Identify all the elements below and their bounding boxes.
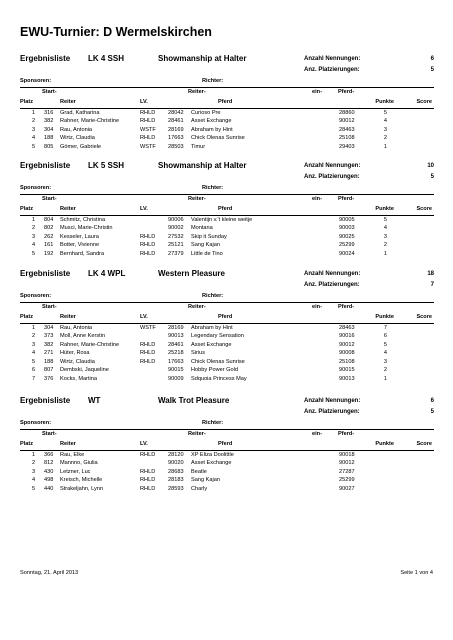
table-row [20, 376, 434, 385]
table-row [20, 126, 434, 135]
start-number-cell: 188 [44, 135, 54, 142]
punkte-cell: 5 [383, 341, 387, 348]
section-discipline: Showmanship at Halter [158, 54, 247, 63]
column-header-bottom [20, 205, 434, 216]
platz-cell: 1 [32, 451, 36, 458]
punkte-cell: 4 [383, 350, 387, 357]
pferd-cell: Montana [191, 225, 213, 232]
reiter-number-cell: 25121 [168, 242, 184, 249]
platz-cell: 4 [32, 135, 36, 142]
start-number-cell: 812 [44, 460, 54, 467]
column-header-top [20, 195, 434, 205]
col-punkte: Punkte [375, 206, 394, 212]
column-header-top [20, 88, 434, 98]
lv-cell: RHLD [140, 350, 156, 357]
punkte-cell: 3 [383, 126, 387, 133]
pferd-cell: Asset Exchange [191, 460, 232, 467]
reiter-number-cell: 17663 [168, 135, 184, 142]
richter-label: Richter: [202, 293, 224, 299]
table-row [20, 485, 434, 494]
start-number-cell: 430 [44, 468, 54, 475]
platz-cell: 2 [32, 460, 36, 467]
col-start: Start- [42, 89, 57, 95]
start-number-cell: 316 [44, 109, 54, 116]
start-number-cell: 807 [44, 367, 54, 374]
col-ein: ein- [312, 304, 322, 310]
page-title: EWU-Turnier: D Wermelskirchen [20, 25, 212, 39]
reiter-cell: Botter, Vivienne [60, 242, 100, 249]
col-lv: LV. [140, 441, 148, 447]
pferd-cell: Sang Kajan [191, 477, 220, 484]
section-label: Ergebnisliste [20, 54, 71, 63]
col-platz: Platz [20, 441, 34, 447]
punkte-cell: 3 [383, 358, 387, 365]
reiter-cell: Kocks, Martina [60, 376, 97, 383]
lv-cell: RHLD [140, 477, 156, 484]
table-row [20, 324, 434, 333]
reiter-cell: Rahner, Marie-Christine [60, 341, 120, 348]
col-score: Score [416, 206, 432, 212]
platz-cell: 1 [32, 109, 36, 116]
col-platz: Platz [20, 206, 34, 212]
col-pferd: Pferd [218, 99, 233, 105]
table-row [20, 250, 434, 259]
reiter-number-cell: 28683 [168, 468, 184, 475]
pferd-number-cell: 90018 [339, 451, 355, 458]
result-section [20, 267, 434, 384]
punkte-cell: 5 [383, 109, 387, 116]
reiter-cell: Gömer, Gabriele [60, 143, 102, 150]
footer-page: Seite 1 von 4 [400, 570, 433, 576]
platz-cell: 5 [32, 358, 36, 365]
platz-cell: 4 [32, 477, 36, 484]
start-number-cell: 440 [44, 485, 54, 492]
col-pferd-nr: Pferd- [338, 304, 355, 310]
col-reiter: Reiter [60, 206, 76, 212]
pferd-number-cell: 25299 [339, 242, 355, 249]
lv-cell: RHLD [140, 135, 156, 142]
placements-line [20, 281, 434, 292]
reiter-number-cell: 28503 [168, 143, 184, 150]
col-pferd: Pferd [218, 314, 233, 320]
start-number-cell: 376 [44, 376, 54, 383]
richter-label: Richter: [202, 185, 224, 191]
pferd-cell: Skip it Sunday [191, 233, 227, 240]
col-reiter: Reiter [60, 99, 76, 105]
section-discipline: Walk Trot Pleasure [158, 396, 230, 405]
start-number-cell: 498 [44, 477, 54, 484]
column-header-bottom [20, 98, 434, 109]
pferd-cell: Sirius [191, 350, 205, 357]
section-discipline: Western Pleasure [158, 269, 225, 278]
reiter-cell: Strakeljahn, Lynn [60, 485, 104, 492]
table-row [20, 341, 434, 350]
reiter-number-cell: 28593 [168, 485, 184, 492]
table-row [20, 477, 434, 486]
reiter-cell: Kreisch, Michelle [60, 477, 103, 484]
punkte-cell: 6 [383, 333, 387, 340]
sponsor-line [20, 419, 434, 430]
reiter-number-cell: 27532 [168, 233, 184, 240]
reiter-number-cell: 90013 [168, 333, 184, 340]
section-class: WT [88, 396, 101, 405]
footer-date: Sonntag, 21. April 2013 [20, 570, 79, 576]
section-header [20, 267, 434, 281]
platz-cell: 3 [32, 233, 36, 240]
reiter-number-cell: 28120 [168, 451, 184, 458]
reiter-cell: Rau, Elke [60, 451, 85, 458]
anz-platzierungen-value: 5 [430, 174, 434, 180]
lv-cell: RHLD [140, 250, 156, 257]
reiter-cell: Moll, Anne Kerstin [60, 333, 106, 340]
table-row [20, 468, 434, 477]
punkte-cell: 2 [383, 135, 387, 142]
reiter-cell: Rau, Antonia [60, 324, 93, 331]
reiter-cell: Dembski, Jaqueline [60, 367, 109, 374]
reiter-cell: Schmitz, Christina [60, 216, 106, 223]
reiter-cell: Rahner, Marie-Christine [60, 118, 120, 125]
section-class: LK 4 WPL [88, 269, 126, 278]
section-class: LK 5 SSH [88, 161, 125, 170]
anzahl-nennungen-label: Anzahl Nennungen: [304, 398, 361, 404]
col-punkte: Punkte [375, 99, 394, 105]
pferd-number-cell: 28860 [339, 109, 355, 116]
section-header [20, 52, 434, 66]
pferd-number-cell: 90024 [339, 250, 355, 257]
reiter-number-cell: 90009 [168, 376, 184, 383]
pferd-cell: Beatle [191, 468, 207, 475]
reiter-number-cell: 90006 [168, 216, 184, 223]
col-lv: LV. [140, 206, 148, 212]
result-section [20, 394, 434, 494]
start-number-cell: 271 [44, 350, 54, 357]
col-score: Score [416, 441, 432, 447]
column-header-bottom [20, 313, 434, 324]
lv-cell: RHLD [140, 485, 156, 492]
placements-line [20, 66, 434, 77]
col-reiter-nr: Reiter- [188, 304, 206, 310]
platz-cell: 4 [32, 350, 36, 357]
anz-platzierungen-value: 7 [430, 282, 434, 288]
table-row [20, 233, 434, 242]
col-ein: ein- [312, 431, 322, 437]
section-header [20, 394, 434, 408]
pferd-cell: Chick Olenas Sunrise [191, 135, 245, 142]
pferd-number-cell: 27287 [339, 468, 355, 475]
platz-cell: 2 [32, 225, 36, 232]
section-class: LK 4 SSH [88, 54, 125, 63]
sponsoren-label: Sponsoren: [20, 78, 52, 84]
reiter-cell: Mannno, Giulia [60, 460, 98, 467]
pferd-cell: Valentijn v.'t kleine weitje [191, 216, 253, 223]
start-number-cell: 802 [44, 225, 54, 232]
punkte-cell: 1 [383, 376, 387, 383]
table-row [20, 350, 434, 359]
table-row [20, 118, 434, 127]
table-row [20, 109, 434, 118]
platz-cell: 6 [32, 367, 36, 374]
col-pferd-nr: Pferd- [338, 431, 355, 437]
punkte-cell: 1 [383, 143, 387, 150]
col-lv: LV. [140, 99, 148, 105]
reiter-number-cell: 28169 [168, 324, 184, 331]
sponsoren-label: Sponsoren: [20, 420, 52, 426]
punkte-cell: 5 [383, 216, 387, 223]
anz-platzierungen-value: 5 [430, 409, 434, 415]
section-label: Ergebnisliste [20, 396, 71, 405]
lv-cell: RHLD [140, 358, 156, 365]
pferd-cell: Abraham by Hint [191, 324, 233, 331]
reiter-number-cell: 90020 [168, 460, 184, 467]
section-header [20, 159, 434, 173]
sponsor-line [20, 184, 434, 195]
reiter-cell: Rau, Antonia [60, 126, 93, 133]
punkte-cell: 1 [383, 250, 387, 257]
col-reiter-nr: Reiter- [188, 89, 206, 95]
lv-cell: WSTF [140, 324, 156, 331]
pferd-number-cell: 90012 [339, 341, 355, 348]
table-row [20, 451, 434, 460]
pferd-number-cell: 90015 [339, 367, 355, 374]
reiter-cell: Grad, Katharina [60, 109, 100, 116]
platz-cell: 3 [32, 341, 36, 348]
reiter-cell: Musci, Marie-Christin [60, 225, 113, 232]
col-platz: Platz [20, 314, 34, 320]
punkte-cell: 2 [383, 367, 387, 374]
platz-cell: 1 [32, 324, 36, 331]
platz-cell: 4 [32, 242, 36, 249]
platz-cell: 5 [32, 250, 36, 257]
column-header-top [20, 303, 434, 313]
pferd-number-cell: 90012 [339, 460, 355, 467]
reiter-number-cell: 90002 [168, 225, 184, 232]
column-header-top [20, 430, 434, 440]
col-reiter-nr: Reiter- [188, 196, 206, 202]
lv-cell: RHLD [140, 468, 156, 475]
section-discipline: Showmanship at Halter [158, 161, 247, 170]
col-start: Start- [42, 304, 57, 310]
pferd-number-cell: 90012 [339, 118, 355, 125]
table-row [20, 367, 434, 376]
reiter-cell: Wirtz, Claudia [60, 135, 95, 142]
start-number-cell: 192 [44, 250, 54, 257]
col-start: Start- [42, 431, 57, 437]
start-number-cell: 304 [44, 324, 54, 331]
reiter-number-cell: 28169 [168, 126, 184, 133]
platz-cell: 5 [32, 485, 36, 492]
pferd-number-cell: 90003 [339, 225, 355, 232]
lv-cell: RHLD [140, 341, 156, 348]
reiter-number-cell: 25218 [168, 350, 184, 357]
pferd-number-cell: 90027 [339, 485, 355, 492]
section-label: Ergebnisliste [20, 161, 71, 170]
col-reiter: Reiter [60, 441, 76, 447]
pferd-cell: Sdquoia Princess May [191, 376, 247, 383]
lv-cell: WSTF [140, 126, 156, 133]
pferd-cell: Little de Tino [191, 250, 223, 257]
sponsoren-label: Sponsoren: [20, 185, 52, 191]
reiter-cell: Letzner, Luc [60, 468, 91, 475]
col-punkte: Punkte [375, 441, 394, 447]
col-pferd: Pferd [218, 441, 233, 447]
pferd-cell: Legendary Sensation [191, 333, 244, 340]
platz-cell: 3 [32, 468, 36, 475]
lv-cell: WSTF [140, 143, 156, 150]
col-ein: ein- [312, 89, 322, 95]
anzahl-nennungen-value: 18 [427, 271, 434, 277]
reiter-number-cell: 28042 [168, 109, 184, 116]
anz-platzierungen-value: 5 [430, 67, 434, 73]
col-reiter-nr: Reiter- [188, 431, 206, 437]
platz-cell: 1 [32, 216, 36, 223]
start-number-cell: 373 [44, 333, 54, 340]
pferd-cell: Hobby Power Gold [191, 367, 238, 374]
col-pferd-nr: Pferd- [338, 89, 355, 95]
pferd-number-cell: 90013 [339, 376, 355, 383]
lv-cell: RHLD [140, 451, 156, 458]
punkte-cell: 2 [383, 242, 387, 249]
anzahl-nennungen-label: Anzahl Nennungen: [304, 163, 361, 169]
col-start: Start- [42, 196, 57, 202]
pferd-number-cell: 90025 [339, 233, 355, 240]
table-row [20, 135, 434, 144]
platz-cell: 5 [32, 143, 36, 150]
col-ein: ein- [312, 196, 322, 202]
column-header-bottom [20, 440, 434, 451]
pferd-cell: Charly [191, 485, 208, 492]
anzahl-nennungen-value: 6 [430, 56, 434, 62]
pferd-cell: Asset Exchange [191, 118, 232, 125]
start-number-cell: 161 [44, 242, 54, 249]
start-number-cell: 366 [44, 451, 54, 458]
pferd-number-cell: 90005 [339, 216, 355, 223]
placements-line [20, 173, 434, 184]
table-row [20, 358, 434, 367]
table-row [20, 143, 434, 152]
reiter-cell: Bernhard, Sandra [60, 250, 105, 257]
pferd-cell: Curioso Pre [191, 109, 221, 116]
pferd-cell: Asset Exchange [191, 341, 232, 348]
platz-cell: 2 [32, 118, 36, 125]
col-score: Score [416, 314, 432, 320]
pferd-number-cell: 29403 [339, 143, 355, 150]
start-number-cell: 304 [44, 126, 54, 133]
sponsoren-label: Sponsoren: [20, 293, 52, 299]
sponsor-line [20, 77, 434, 88]
reiter-number-cell: 28183 [168, 477, 184, 484]
pferd-number-cell: 25108 [339, 358, 355, 365]
pferd-cell: Sang Kajan [191, 242, 220, 249]
start-number-cell: 805 [44, 143, 54, 150]
reiter-cell: Hüter, Rosa [60, 350, 90, 357]
start-number-cell: 382 [44, 341, 54, 348]
col-reiter: Reiter [60, 314, 76, 320]
table-row [20, 225, 434, 234]
richter-label: Richter: [202, 78, 224, 84]
lv-cell: RHLD [140, 233, 156, 240]
section-label: Ergebnisliste [20, 269, 71, 278]
reiter-number-cell: 28461 [168, 118, 184, 125]
sponsor-line [20, 292, 434, 303]
reiter-number-cell: 90015 [168, 367, 184, 374]
anzahl-nennungen-value: 10 [427, 163, 434, 169]
reiter-number-cell: 17663 [168, 358, 184, 365]
anzahl-nennungen-value: 6 [430, 398, 434, 404]
lv-cell: RHLD [140, 242, 156, 249]
col-score: Score [416, 99, 432, 105]
pferd-number-cell: 25299 [339, 477, 355, 484]
pferd-cell: Timur [191, 143, 206, 150]
start-number-cell: 804 [44, 216, 54, 223]
platz-cell: 7 [32, 376, 36, 383]
anz-platzierungen-label: Anz. Platzierungen: [304, 174, 360, 180]
anzahl-nennungen-label: Anzahl Nennungen: [304, 56, 361, 62]
pferd-number-cell: 25108 [339, 135, 355, 142]
pferd-cell: XP Eliza Doolittle [191, 451, 234, 458]
reiter-cell: Wirtz, Claudia [60, 358, 95, 365]
pferd-number-cell: 90008 [339, 350, 355, 357]
col-pferd-nr: Pferd- [338, 196, 355, 202]
platz-cell: 3 [32, 126, 36, 133]
pferd-number-cell: 90016 [339, 333, 355, 340]
table-row [20, 460, 434, 469]
table-row [20, 333, 434, 342]
col-punkte: Punkte [375, 314, 394, 320]
anzahl-nennungen-label: Anzahl Nennungen: [304, 271, 361, 277]
start-number-cell: 188 [44, 358, 54, 365]
richter-label: Richter: [202, 420, 224, 426]
table-row [20, 216, 434, 225]
pferd-number-cell: 28463 [339, 324, 355, 331]
reiter-number-cell: 27379 [168, 250, 184, 257]
anz-platzierungen-label: Anz. Platzierungen: [304, 409, 360, 415]
result-section [20, 159, 434, 259]
lv-cell: RHLD [140, 118, 156, 125]
punkte-cell: 4 [383, 225, 387, 232]
col-lv: LV. [140, 314, 148, 320]
col-pferd: Pferd [218, 206, 233, 212]
anz-platzierungen-label: Anz. Platzierungen: [304, 282, 360, 288]
punkte-cell: 7 [383, 324, 387, 331]
placements-line [20, 408, 434, 419]
lv-cell: RHLD [140, 109, 156, 116]
pferd-cell: Chick Olenas Sunrise [191, 358, 245, 365]
pferd-cell: Abraham by Hint [191, 126, 233, 133]
punkte-cell: 4 [383, 118, 387, 125]
reiter-cell: Kesseler, Laura [60, 233, 99, 240]
col-platz: Platz [20, 99, 34, 105]
pferd-number-cell: 28463 [339, 126, 355, 133]
start-number-cell: 382 [44, 118, 54, 125]
anz-platzierungen-label: Anz. Platzierungen: [304, 67, 360, 73]
table-row [20, 242, 434, 251]
start-number-cell: 262 [44, 233, 54, 240]
punkte-cell: 3 [383, 233, 387, 240]
platz-cell: 2 [32, 333, 36, 340]
reiter-number-cell: 28461 [168, 341, 184, 348]
result-section [20, 52, 434, 152]
